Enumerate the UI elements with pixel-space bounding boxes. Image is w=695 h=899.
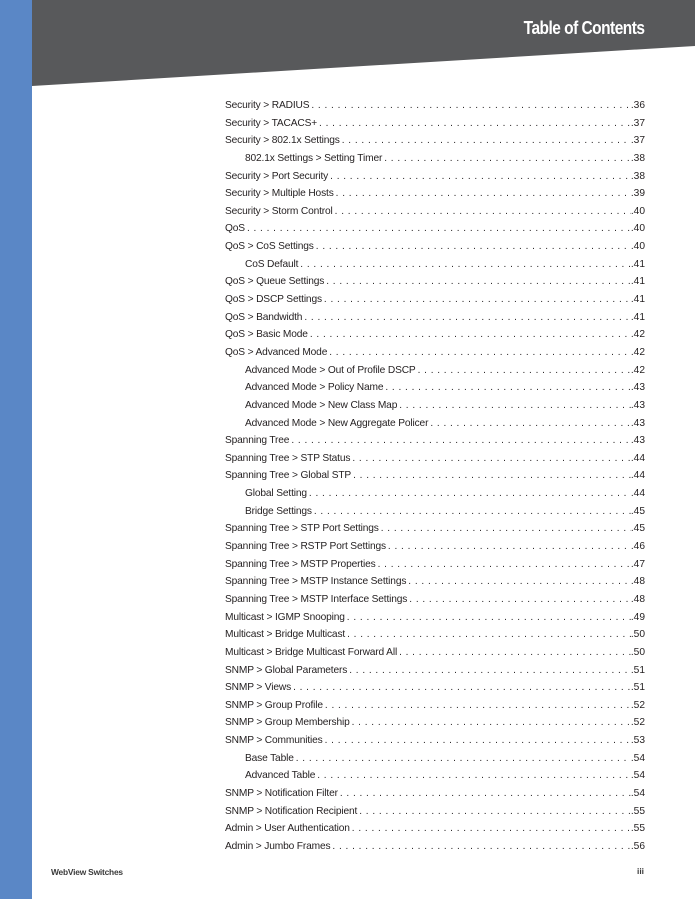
toc-entry-label: Security > 802.1x Settings: [225, 135, 340, 147]
toc-entry-page: .40: [630, 205, 645, 217]
toc-entry-page: .42: [630, 346, 645, 358]
toc-entry-page: .43: [630, 417, 645, 429]
toc-entry-page: .51: [630, 664, 645, 676]
header-band: [32, 0, 695, 90]
toc-dot-leader: [335, 203, 631, 221]
toc-dot-leader: [309, 485, 631, 503]
toc-dot-leader: [353, 467, 631, 485]
toc-entry-page: .40: [630, 241, 645, 253]
toc-dot-leader: [311, 97, 630, 115]
toc-dot-leader: [314, 503, 631, 521]
toc-entry-page: .55: [630, 805, 645, 817]
toc-entry-page: .45: [630, 523, 645, 535]
toc-entry-label: Spanning Tree > MSTP Interface Settings: [225, 593, 408, 605]
toc-entry[interactable]: [225, 379, 645, 397]
toc-entry-page: .55: [630, 823, 645, 835]
toc-entry-page: .36: [630, 100, 645, 111]
toc-dot-leader: [329, 344, 631, 362]
toc-entry-label: Base Table: [245, 752, 294, 764]
toc-entry[interactable]: [225, 591, 645, 609]
toc-dot-leader: [247, 220, 631, 238]
toc-entry-page: .52: [630, 699, 645, 711]
toc-entry[interactable]: [225, 679, 645, 697]
toc-entry-page: .44: [630, 488, 645, 500]
toc-entry-page: .37: [630, 117, 645, 129]
toc-dot-leader: [316, 238, 631, 256]
toc-entry-label: Advanced Table: [245, 770, 316, 782]
toc-dot-leader: [347, 609, 631, 627]
toc-entry-label: SNMP > Group Profile: [225, 699, 323, 711]
toc-entry-page: .39: [630, 188, 645, 200]
toc-entry-label: Spanning Tree > Global STP: [225, 470, 352, 482]
toc-entry-label: SNMP > Notification Filter: [225, 787, 338, 799]
toc-entry-label: SNMP > Communities: [225, 735, 323, 747]
toc-dot-leader: [310, 326, 631, 344]
toc-entry-page: .40: [630, 223, 645, 235]
toc-dot-leader: [304, 309, 631, 327]
toc-entry[interactable]: [225, 626, 645, 644]
footer-page-number: iii: [637, 866, 644, 876]
toc-entry-page: .52: [630, 717, 645, 729]
toc-dot-leader: [340, 785, 631, 803]
page-title: Table of Contents: [523, 18, 644, 38]
toc-dot-leader: [324, 291, 631, 309]
toc-dot-leader: [293, 679, 631, 697]
toc-entry-label: QoS > CoS Settings: [225, 241, 314, 253]
toc-entry[interactable]: [225, 203, 645, 221]
toc-entry[interactable]: [225, 344, 645, 362]
toc-entry[interactable]: [225, 291, 645, 309]
toc-entry-label: QoS: [225, 223, 245, 235]
toc-entry-page: .49: [630, 611, 645, 623]
toc-entry[interactable]: [225, 150, 645, 168]
toc-dot-leader: [359, 803, 631, 821]
toc-entry[interactable]: [225, 573, 645, 591]
toc-entry[interactable]: [225, 97, 645, 115]
toc-dot-leader: [399, 397, 631, 415]
toc-entry[interactable]: [225, 115, 645, 133]
toc-entry-page: .41: [630, 311, 645, 323]
toc-entry-page: .46: [630, 541, 645, 553]
toc-entry[interactable]: [225, 714, 645, 732]
toc-entry-page: .51: [630, 682, 645, 694]
toc-entry-page: .42: [630, 329, 645, 341]
toc-entry-label: Security > Port Security: [225, 170, 329, 182]
toc-entry-label: Spanning Tree > MSTP Properties: [225, 558, 376, 570]
toc-entry-label: Spanning Tree: [225, 435, 290, 447]
toc-dot-leader: [381, 520, 631, 538]
toc-entry-page: .42: [630, 364, 645, 376]
toc-entry-page: .43: [630, 399, 645, 411]
toc-entry[interactable]: [225, 556, 645, 574]
toc-dot-leader: [385, 379, 630, 397]
toc-entry[interactable]: [225, 767, 645, 785]
toc-entry-label: Spanning Tree > MSTP Instance Settings: [225, 576, 407, 588]
toc-dot-leader: [409, 591, 631, 609]
footer-product-name: WebView Switches: [51, 867, 123, 877]
toc-entry[interactable]: [225, 732, 645, 750]
header-band-polygon: [32, 0, 695, 86]
toc-entry[interactable]: [225, 662, 645, 680]
toc-entry[interactable]: [225, 485, 645, 503]
toc-entry[interactable]: [225, 185, 645, 203]
toc-entry-page: .44: [630, 470, 645, 482]
toc-entry[interactable]: [225, 503, 645, 521]
toc-dot-leader: [319, 115, 631, 133]
toc-dot-leader: [317, 767, 631, 785]
toc-dot-leader: [352, 714, 631, 732]
toc-dot-leader: [300, 256, 631, 274]
toc-entry[interactable]: [225, 520, 645, 538]
toc-entry-label: QoS > DSCP Settings: [225, 294, 322, 306]
toc-entry[interactable]: [225, 362, 645, 380]
toc-entry-page: .41: [630, 258, 645, 270]
toc-entry-label: Security > TACACS+: [225, 117, 318, 129]
table-of-contents: [225, 97, 645, 856]
toc-entry-label: SNMP > Group Membership: [225, 717, 350, 729]
toc-entry[interactable]: [225, 220, 645, 238]
toc-entry[interactable]: [225, 820, 645, 838]
toc-dot-leader: [399, 644, 631, 662]
toc-dot-leader: [408, 573, 631, 591]
toc-entry-label: Advanced Mode > New Class Map: [245, 399, 398, 411]
toc-entry-page: .41: [630, 294, 645, 306]
toc-entry[interactable]: [225, 609, 645, 627]
toc-entry-page: .54: [630, 752, 645, 764]
toc-entry-label: Security > Multiple Hosts: [225, 188, 334, 200]
toc-entry[interactable]: [225, 415, 645, 433]
toc-dot-leader: [330, 168, 631, 186]
toc-entry-page: .53: [630, 735, 645, 747]
toc-entry[interactable]: [225, 326, 645, 344]
toc-entry-page: .44: [630, 452, 645, 464]
toc-entry[interactable]: [225, 785, 645, 803]
toc-entry[interactable]: [225, 450, 645, 468]
header-band-shape: [32, 0, 695, 90]
toc-entry-label: Multicast > Bridge Multicast: [225, 629, 346, 641]
toc-entry-label: CoS Default: [245, 258, 299, 270]
toc-entry-page: .43: [630, 435, 645, 447]
toc-dot-leader: [325, 697, 631, 715]
toc-dot-leader: [332, 838, 630, 856]
toc-entry[interactable]: [225, 838, 645, 856]
toc-entry[interactable]: [225, 697, 645, 715]
toc-entry[interactable]: [225, 168, 645, 186]
toc-dot-leader: [326, 273, 631, 291]
toc-entry[interactable]: [225, 432, 645, 450]
toc-entry[interactable]: [225, 538, 645, 556]
toc-entry-label: Security > Storm Control: [225, 205, 333, 217]
toc-entry-label: Spanning Tree > RSTP Port Settings: [225, 541, 386, 553]
toc-entry-label: Advanced Mode > Out of Profile DSCP: [245, 364, 416, 376]
toc-entry[interactable]: [225, 644, 645, 662]
toc-entry[interactable]: [225, 273, 645, 291]
toc-entry-page: .54: [630, 787, 645, 799]
toc-entry-label: 802.1x Settings > Setting Timer: [245, 152, 383, 164]
toc-entry-label: QoS > Bandwidth: [225, 311, 303, 323]
toc-dot-leader: [352, 450, 631, 468]
toc-entry-page: .48: [630, 593, 645, 605]
toc-entry[interactable]: [225, 467, 645, 485]
toc-entry-label: Multicast > IGMP Snooping: [225, 611, 345, 623]
toc-entry-label: Spanning Tree > STP Status: [225, 452, 351, 464]
toc-dot-leader: [342, 132, 631, 150]
toc-entry-page: .37: [630, 135, 645, 147]
toc-entry-page: .45: [630, 505, 645, 517]
toc-dot-leader: [418, 362, 631, 380]
toc-entry-label: Admin > Jumbo Frames: [225, 840, 331, 852]
toc-entry[interactable]: [225, 256, 645, 274]
toc-dot-leader: [347, 626, 631, 644]
toc-entry-page: .48: [630, 576, 645, 588]
toc-entry-page: .41: [630, 276, 645, 288]
toc-entry-label: Advanced Mode > Policy Name: [245, 382, 384, 394]
toc-entry-label: Advanced Mode > New Aggregate Policer: [245, 417, 429, 429]
toc-entry[interactable]: [225, 132, 645, 150]
toc-entry-label: QoS > Queue Settings: [225, 276, 325, 288]
toc-entry-label: QoS > Basic Mode: [225, 329, 308, 341]
toc-entry[interactable]: [225, 238, 645, 256]
toc-entry-page: .54: [630, 770, 645, 782]
toc-entry-label: Global Setting: [245, 488, 307, 500]
toc-dot-leader: [349, 662, 631, 680]
toc-entry-page: .38: [630, 152, 645, 164]
toc-dot-leader: [336, 185, 631, 203]
toc-entry[interactable]: [225, 803, 645, 821]
toc-dot-leader: [296, 750, 631, 768]
toc-entry-label: QoS > Advanced Mode: [225, 346, 328, 358]
toc-entry-page: .50: [630, 646, 645, 658]
toc-entry-page: .50: [630, 629, 645, 641]
toc-entry-label: SNMP > Notification Recipient: [225, 805, 358, 817]
toc-dot-leader: [384, 150, 631, 168]
toc-dot-leader: [325, 732, 631, 750]
toc-entry[interactable]: [225, 309, 645, 327]
toc-entry-label: Multicast > Bridge Multicast Forward All: [225, 646, 398, 658]
toc-entry-label: Security > RADIUS: [225, 100, 310, 111]
toc-dot-leader: [430, 415, 631, 433]
toc-dot-leader: [352, 820, 631, 838]
toc-dot-leader: [388, 538, 631, 556]
toc-dot-leader: [378, 556, 631, 574]
toc-entry-label: SNMP > Views: [225, 682, 292, 694]
toc-entry[interactable]: [225, 397, 645, 415]
toc-entry[interactable]: [225, 750, 645, 768]
toc-entry-page: .56: [630, 840, 645, 852]
toc-entry-label: Bridge Settings: [245, 505, 312, 517]
toc-dot-leader: [291, 432, 631, 450]
toc-entry-page: .47: [630, 558, 645, 570]
toc-entry-page: .43: [630, 382, 645, 394]
toc-entry-page: .38: [630, 170, 645, 182]
toc-entry-label: Admin > User Authentication: [225, 823, 350, 835]
side-stripe: [0, 0, 32, 899]
toc-entry-label: Spanning Tree > STP Port Settings: [225, 523, 379, 535]
toc-entry-label: SNMP > Global Parameters: [225, 664, 348, 676]
